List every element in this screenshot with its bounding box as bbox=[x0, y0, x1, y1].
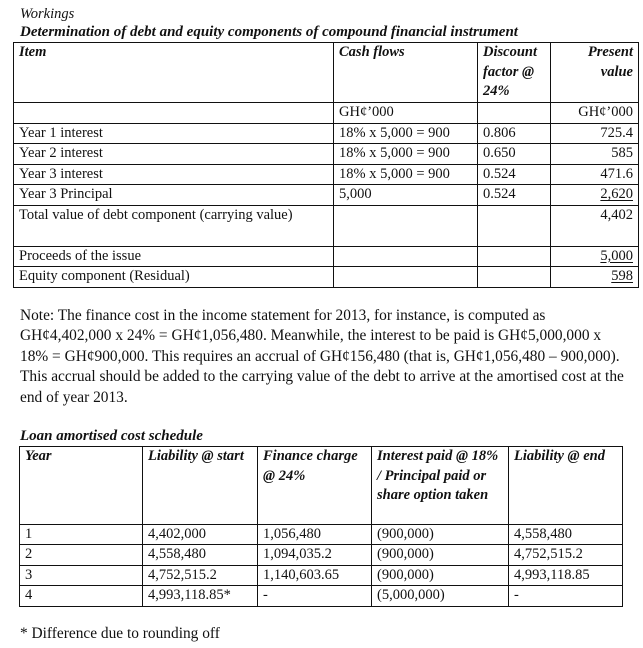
table-row bbox=[14, 123, 639, 144]
cell-interest-paid: (5,000,000) bbox=[372, 586, 509, 606]
table-row bbox=[20, 586, 623, 606]
cell-liability-end: 4,558,480 bbox=[509, 525, 623, 545]
header-cash-flows: Cash flows bbox=[334, 43, 478, 103]
cell-interest-paid: (900,000) bbox=[372, 565, 509, 585]
cell-year: 1 bbox=[20, 525, 143, 545]
cell-finance-charge: 1,094,035.2 bbox=[258, 545, 372, 565]
table-header-row bbox=[14, 43, 639, 103]
cell-liability-start: 4,402,000 bbox=[143, 525, 258, 545]
cell-finance-charge: - bbox=[258, 586, 372, 606]
loan-schedule-table bbox=[19, 446, 623, 607]
cell-cash-flows: 18% x 5,000 = 900 bbox=[334, 123, 478, 144]
cell-liability-start: 4,558,480 bbox=[143, 545, 258, 565]
header-liability-end: Liability @ end bbox=[509, 447, 623, 525]
cell-present-value: 725.4 bbox=[551, 123, 639, 144]
cell-item: Year 1 interest bbox=[14, 123, 334, 144]
cell-discount-factor: 0.806 bbox=[478, 123, 551, 144]
cell-discount-factor bbox=[478, 205, 551, 246]
cell-year: 2 bbox=[20, 545, 143, 565]
cell-liability-start: 4,993,118.85* bbox=[143, 586, 258, 606]
cell-year: 4 bbox=[20, 586, 143, 606]
workings-label: Workings bbox=[20, 6, 75, 22]
units-item bbox=[14, 103, 334, 124]
table-row bbox=[20, 525, 623, 545]
table1-title: Determination of debt and equity components of compound financial instrument bbox=[20, 24, 518, 40]
units-discount-factor bbox=[478, 103, 551, 124]
cell-discount-factor: 0.524 bbox=[478, 185, 551, 206]
cell-present-value: 598 bbox=[611, 268, 633, 284]
cell-item: Year 3 Principal bbox=[14, 185, 334, 206]
cell-cash-flows: 5,000 bbox=[334, 185, 478, 206]
cell-liability-start: 4,752,515.2 bbox=[143, 565, 258, 585]
cell-liability-end: 4,752,515.2 bbox=[509, 545, 623, 565]
cell-finance-charge: 1,140,603.65 bbox=[258, 565, 372, 585]
footnote: * Difference due to rounding off bbox=[20, 625, 220, 642]
table-row bbox=[20, 545, 623, 565]
cell-cash-flows bbox=[334, 205, 478, 246]
table2-title: Loan amortised cost schedule bbox=[20, 428, 203, 444]
debt-equity-table bbox=[13, 42, 639, 288]
cell-cash-flows bbox=[334, 246, 478, 267]
cell-interest-paid: (900,000) bbox=[372, 525, 509, 545]
table-row bbox=[14, 144, 639, 165]
cell-liability-end: 4,993,118.85 bbox=[509, 565, 623, 585]
cell-finance-charge: 1,056,480 bbox=[258, 525, 372, 545]
header-item: Item bbox=[14, 43, 334, 103]
table-row bbox=[14, 185, 639, 206]
cell-item: Year 2 interest bbox=[14, 144, 334, 165]
table-header-row bbox=[20, 447, 623, 525]
header-liability-start: Liability @ start bbox=[143, 447, 258, 525]
cell-discount-factor bbox=[478, 267, 551, 288]
table-row bbox=[14, 267, 639, 288]
cell-discount-factor: 0.650 bbox=[478, 144, 551, 165]
cell-present-value: 585 bbox=[551, 144, 639, 165]
cell-item: Proceeds of the issue bbox=[14, 246, 334, 267]
cell-present-value: 4,402 bbox=[551, 205, 639, 246]
header-discount-factor: Discount factor @ 24% bbox=[478, 43, 551, 103]
cell-present-value: 471.6 bbox=[551, 164, 639, 185]
cell-cash-flows bbox=[334, 267, 478, 288]
table-row bbox=[14, 246, 639, 267]
units-present-value: GH¢’000 bbox=[551, 103, 639, 124]
table-row bbox=[14, 205, 639, 246]
units-cash-flows: GH¢’000 bbox=[334, 103, 478, 124]
cell-discount-factor bbox=[478, 246, 551, 267]
note-paragraph: Note: The finance cost in the income statement for 2013, for instance, is computed as GH¢4,402,000 x 24% = GH¢1,056,480. Meanwhile, the interest to be paid is GH¢5,000,000 x 18% = GH¢900,000. This requires an accrual of GH¢156,480 (that is, GH¢1,056,480 – 900,000). This accrual should be added to the carrying value of the debt to arrive at the amortised cost at the end of year 2013. bbox=[20, 307, 624, 406]
cell-present-value: 2,620 bbox=[600, 186, 633, 202]
table-row bbox=[20, 565, 623, 585]
header-present-value: Present value bbox=[551, 43, 639, 103]
table-row bbox=[14, 164, 639, 185]
cell-item: Year 3 interest bbox=[14, 164, 334, 185]
cell-interest-paid: (900,000) bbox=[372, 545, 509, 565]
cell-discount-factor: 0.524 bbox=[478, 164, 551, 185]
cell-cash-flows: 18% x 5,000 = 900 bbox=[334, 164, 478, 185]
cell-item: Total value of debt component (carrying value) bbox=[14, 205, 334, 246]
cell-cash-flows: 18% x 5,000 = 900 bbox=[334, 144, 478, 165]
cell-item: Equity component (Residual) bbox=[14, 267, 334, 288]
header-finance-charge: Finance charge @ 24% bbox=[258, 447, 372, 525]
header-interest-paid: Interest paid @ 18% / Principal paid or share option taken bbox=[372, 447, 509, 525]
cell-liability-end: - bbox=[509, 586, 623, 606]
cell-year: 3 bbox=[20, 565, 143, 585]
units-row bbox=[14, 103, 639, 124]
header-year: Year bbox=[20, 447, 143, 525]
cell-present-value: 5,000 bbox=[600, 247, 633, 264]
